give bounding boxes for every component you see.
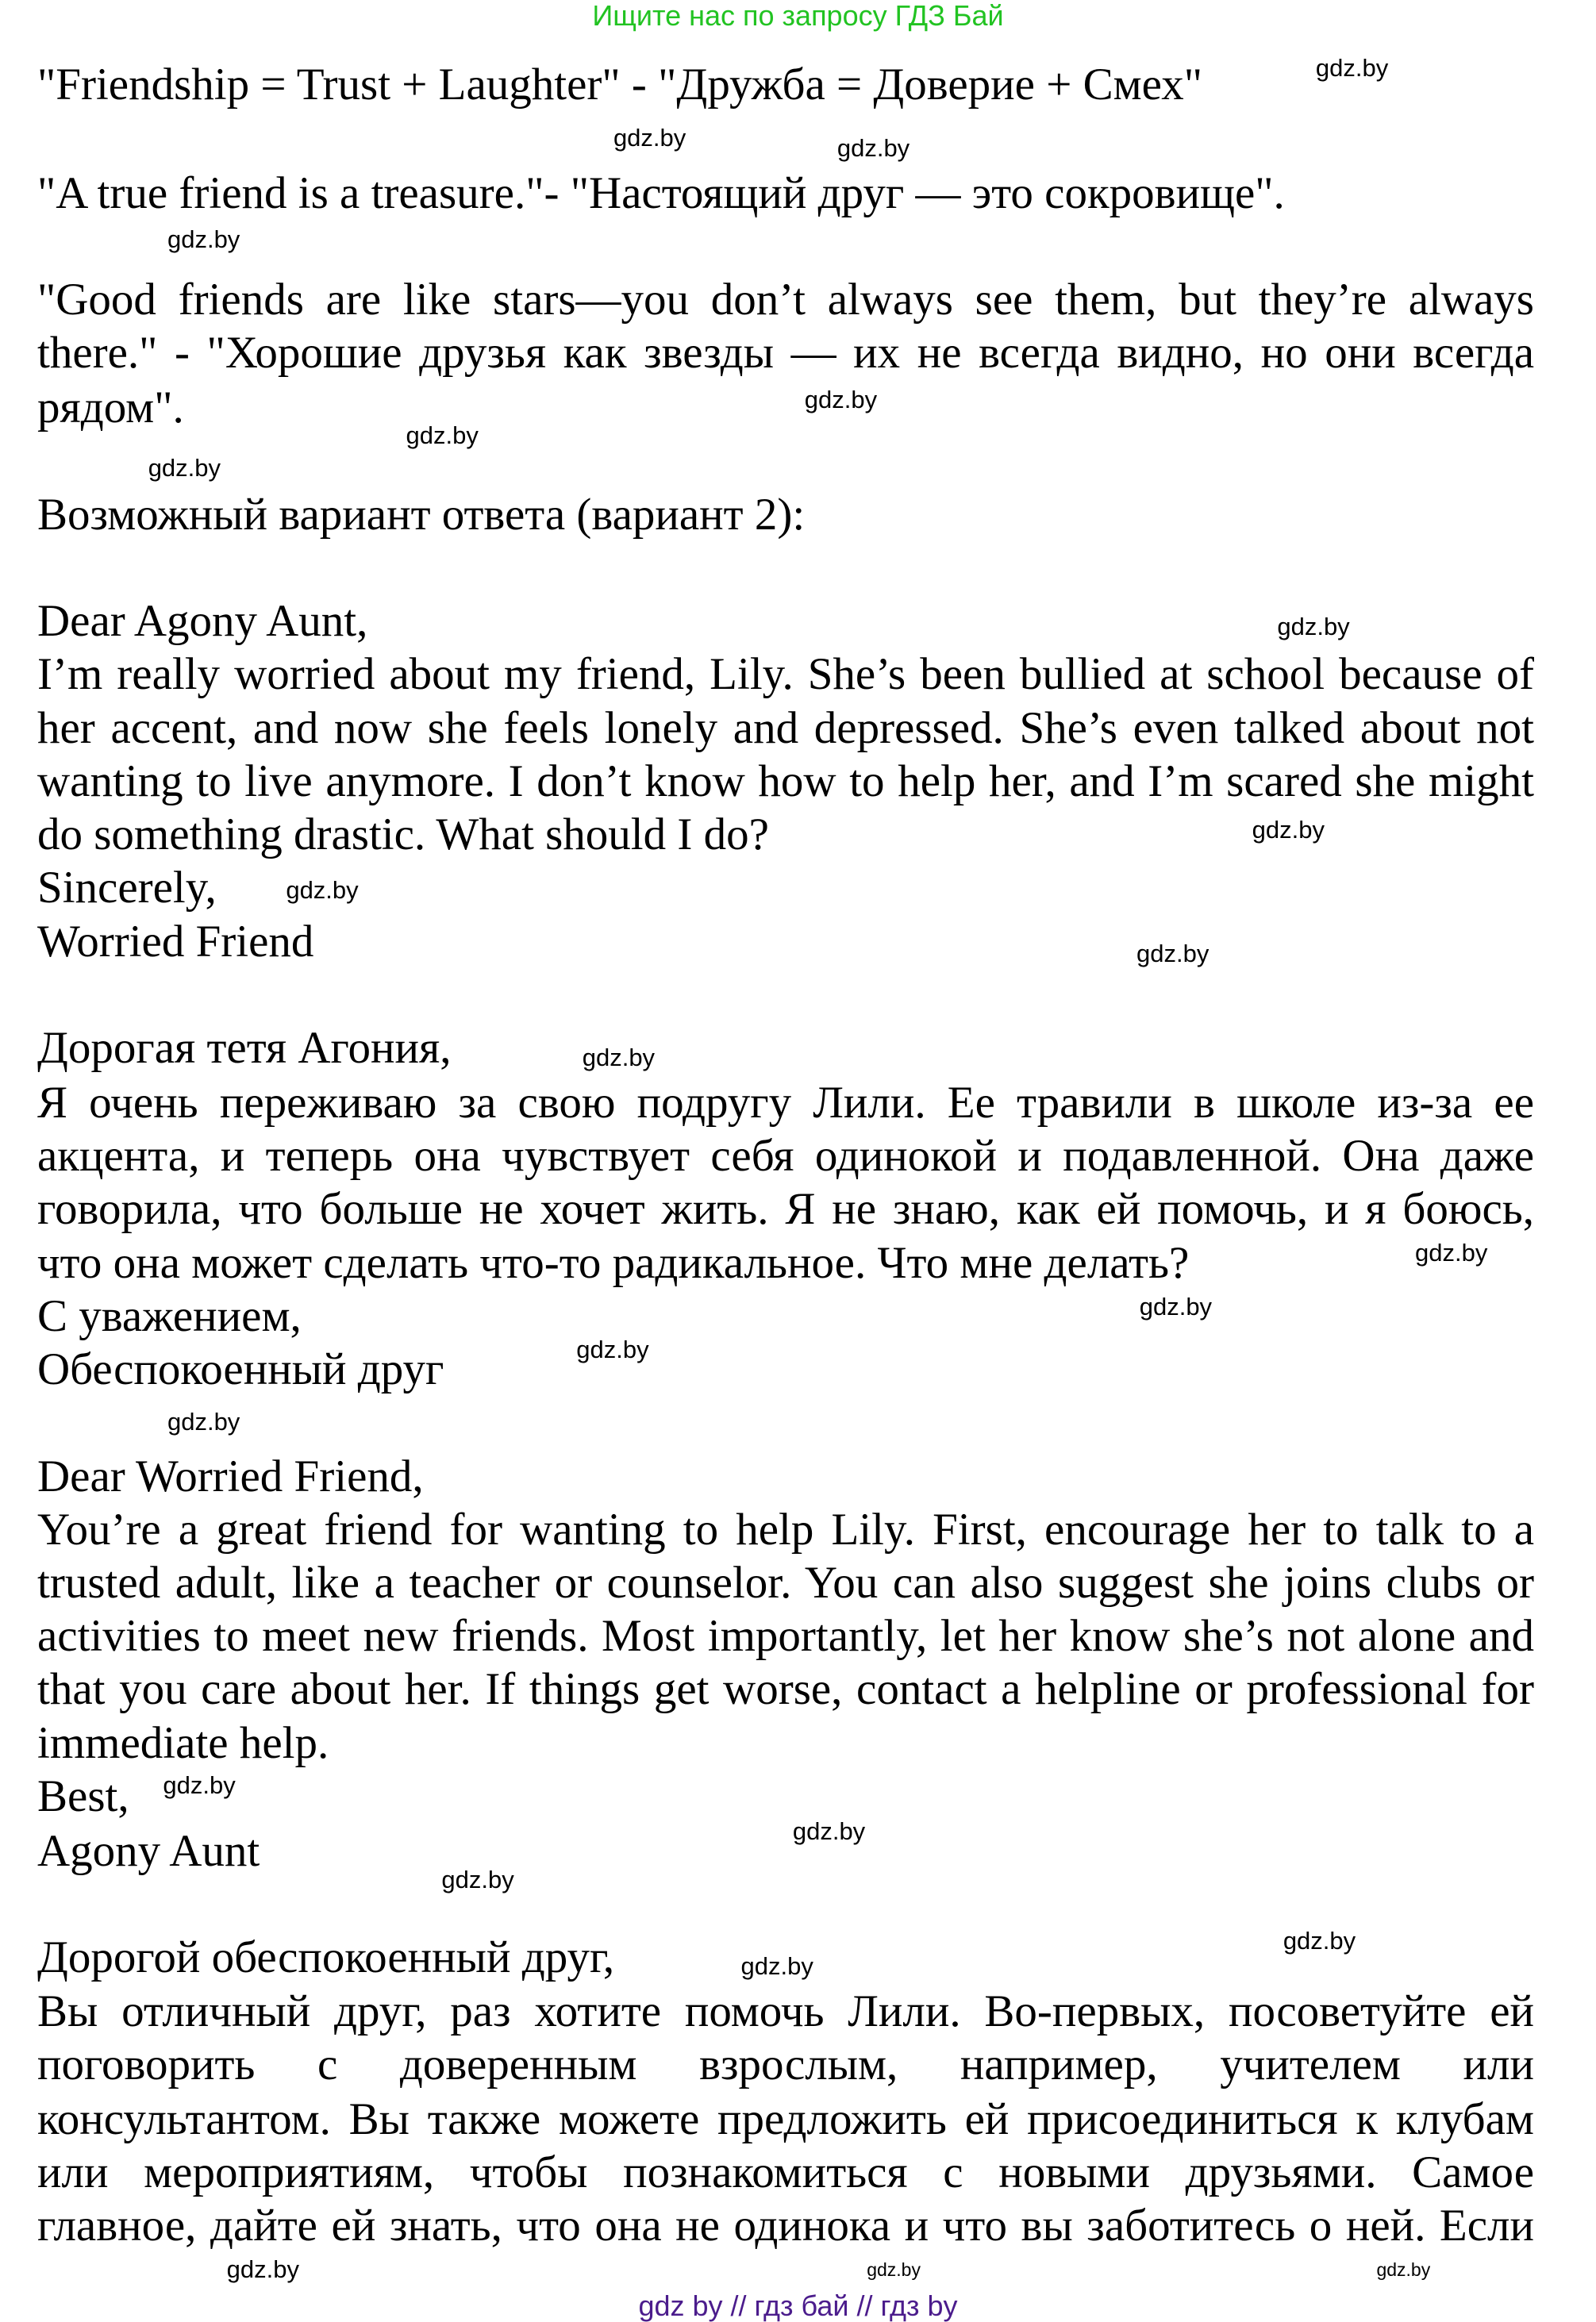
text-line: акцента, и теперь она чувствует себя одинокой и подавленной. Она даже: [37, 1131, 1534, 1182]
watermark: gdz.by: [792, 1816, 866, 1845]
text-line: или мероприятиям, чтобы познакомиться с новыми друзьями. Самое: [37, 2147, 1534, 2198]
watermark: gdz.by: [286, 876, 359, 905]
watermark: gdz.by: [1252, 815, 1325, 844]
text-line: Дорогая тетя Агония,: [37, 1022, 452, 1073]
text-line: Best,: [37, 1770, 129, 1821]
watermark: gdz.by: [406, 421, 479, 449]
text-line: Dear Worried Friend,: [37, 1451, 424, 1501]
text-line: Я очень переживаю за свою подругу Лили. Ее травили в школе из-за ее: [37, 1078, 1534, 1128]
watermark: gdz.by: [148, 453, 221, 482]
text-line: "Friendship = Trust + Laughter" - "Дружба = Доверие + Смех": [37, 60, 1203, 110]
text-line: консультантом. Вы также можете предложить ей присоединиться к клубам: [37, 2093, 1534, 2144]
text-line: there." - "Хорошие друзья как звезды — их не всегда видно, но они всегда: [37, 328, 1534, 379]
text-line: do something drastic. What should I do?: [37, 809, 769, 860]
text-line: her accent, and now she feels lonely and depressed. She’s even talked about not: [37, 702, 1534, 753]
watermark: gdz.by: [163, 1770, 236, 1799]
watermark: gdz.by: [1414, 1239, 1488, 1267]
text-line: "Good friends are like stars—you don’t always see them, but they’re always: [37, 275, 1534, 325]
watermark: gdz.by: [226, 2255, 299, 2284]
text-line: I’m really worried about my friend, Lily. She’s been bullied at school because of: [37, 649, 1534, 700]
watermark: gdz.by: [1315, 53, 1389, 82]
text-line: Sincerely,: [37, 863, 217, 913]
text-line: wanting to live anymore. I don’t know how to help her, and I’m scared she might: [37, 755, 1534, 806]
text-line: trusted adult, like a teacher or counselor. You can also suggest she joins clubs or: [37, 1557, 1534, 1608]
watermark: gdz.by: [613, 123, 686, 152]
watermark: gdz.by: [576, 1335, 649, 1363]
text-line: Вы отличный друг, раз хотите помочь Лили. Во-первых, посоветуйте ей: [37, 1986, 1534, 2036]
text-line: "A true friend is a treasure."- "Настоящий друг — это сокровище".: [37, 167, 1285, 218]
watermark: gdz.by: [1283, 1926, 1356, 1955]
text-line: Worried Friend: [37, 916, 314, 967]
watermark: gdz.by: [804, 386, 878, 414]
text-line: Дорогой обеспокоенный друг,: [37, 1932, 615, 1983]
text-line: Dear Agony Aunt,: [37, 596, 368, 647]
text-line: activities to meet new friends. Most importantly, let her know she’s not alone and: [37, 1611, 1534, 1662]
watermark: gdz.by: [1376, 2259, 1431, 2281]
text-line: поговорить с доверенным взрослым, например, учителем или: [37, 2039, 1534, 2089]
watermark: gdz.by: [1277, 612, 1350, 640]
site-footer-links[interactable]: gdz by // гдз бай // гдз by: [638, 2289, 958, 2322]
text-line: С уважением,: [37, 1290, 302, 1341]
watermark: gdz.by: [167, 225, 240, 254]
text-line: главное, дайте ей знать, что она не одинока и что вы заботитесь о ней. Если: [37, 2201, 1534, 2251]
text-line: Возможный вариант ответа (вариант 2):: [37, 489, 806, 540]
text-line: рядом".: [37, 383, 184, 433]
watermark: gdz.by: [1136, 940, 1209, 968]
watermark: gdz.by: [1139, 1292, 1213, 1321]
text-line: Agony Aunt: [37, 1825, 260, 1876]
text-line: that you care about her. If things get worse, contact a helpline or professional for: [37, 1664, 1534, 1715]
text-line: говорила, что больше не хочет жить. Я не знаю, как ей помочь, и я боюсь,: [37, 1184, 1534, 1235]
text-line: immediate help.: [37, 1717, 329, 1768]
site-banner: Ищите нас по запросу ГДЗ Бай: [592, 0, 1004, 32]
watermark: gdz.by: [582, 1044, 656, 1072]
watermark: gdz.by: [441, 1866, 514, 1894]
text-line: Обеспокоенный друг: [37, 1344, 444, 1395]
watermark: gdz.by: [836, 133, 910, 162]
watermark: gdz.by: [867, 2259, 921, 2281]
watermark: gdz.by: [740, 1951, 813, 1980]
text-line: что она может сделать что-то радикальное. Что мне делать?: [37, 1237, 1190, 1288]
watermark: gdz.by: [167, 1408, 240, 1436]
text-line: You’re a great friend for wanting to help Lily. First, encourage her to talk to a: [37, 1504, 1534, 1555]
